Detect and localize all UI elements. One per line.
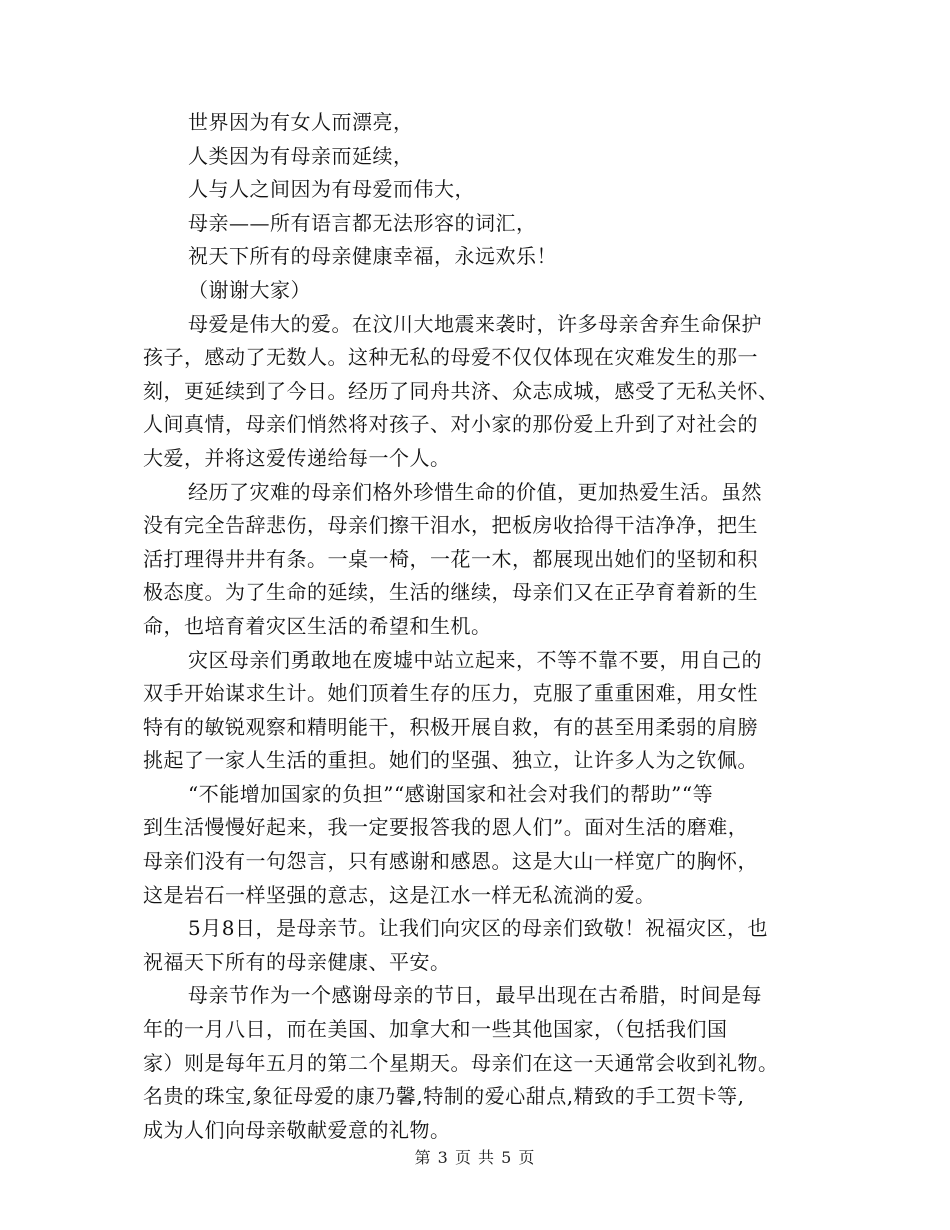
paragraph-line: 灾区母亲们勇敢地在废墟中站立起来，不等不靠不要，用自己的 bbox=[188, 647, 762, 672]
poem-line: 世界因为有女人而漂亮， bbox=[188, 110, 414, 134]
paragraph-line: 命，也培育着灾区生活的希望和生机。 bbox=[143, 613, 492, 638]
paragraph bbox=[143, 308, 808, 476]
paragraph-line: 大爱，并将这爱传递给每一个人。 bbox=[143, 445, 451, 470]
paragraph-line: 5月8日，是母亲节。让我们向灾区的母亲们致敬！祝福灾区，也 bbox=[188, 916, 768, 941]
paragraph bbox=[143, 476, 808, 644]
poem-line: 祝天下所有的母亲健康幸福，永远欢乐！ bbox=[188, 244, 557, 269]
paragraph-line: 没有完全告辞悲伤，母亲们擦干泪水，把板房收拾得干洁净净，把生 bbox=[143, 513, 758, 538]
paragraph bbox=[143, 778, 808, 912]
paragraph-line: 母亲节作为一个感谢母亲的节日，最早出现在古希腊，时间是每 bbox=[188, 983, 762, 1008]
paragraph-line: 挑起了一家人生活的重担。她们的坚强、独立，让许多人为之钦佩。 bbox=[143, 748, 758, 773]
paragraph-line: 母爱是伟大的爱。在汶川大地震来袭时，许多母亲舍弃生命保护 bbox=[188, 311, 762, 336]
paragraph bbox=[143, 644, 808, 778]
paragraph-line: 刻，更延续到了今日。经历了同舟共济、众志成城，感受了无私关怀、 bbox=[143, 378, 779, 403]
page-number-footer: 第 3 页 共 5 页 bbox=[414, 1148, 536, 1167]
paragraph-line: 名贵的珠宝,象征母爱的康乃馨,特制的爱心甜点,精致的手工贺卡等, bbox=[143, 1084, 745, 1109]
poem-line: 母亲——所有语言都无法形容的词汇， bbox=[188, 210, 537, 235]
paragraph-line: 祝福天下所有的母亲健康、平安。 bbox=[143, 949, 451, 974]
paragraph-line: 人间真情，母亲们悄然将对孩子、对小家的那份爱上升到了对社会的 bbox=[143, 412, 758, 437]
paragraph-line: 极态度。为了生命的延续，生活的继续，母亲们又在正孕育着新的生 bbox=[143, 580, 758, 605]
poem-block bbox=[143, 106, 808, 308]
poem-line: （谢谢大家） bbox=[188, 277, 311, 302]
paragraph bbox=[143, 979, 808, 1147]
document-body bbox=[143, 106, 808, 1147]
paragraph-line: 双手开始谋求生计。她们顶着生存的压力，克服了重重困难，用女性 bbox=[143, 681, 758, 706]
paragraph-line: 活打理得井井有条。一桌一椅，一花一木，都展现出她们的坚韧和积 bbox=[143, 546, 758, 571]
paragraph-line: 母亲们没有一句怨言，只有感谢和感恩。这是大山一样宽广的胸怀， bbox=[143, 849, 758, 874]
paragraph-line: 年的一月八日，而在美国、加拿大和一些其他国家，（包括我们国 bbox=[143, 1017, 728, 1042]
paragraph-line: 孩子，感动了无数人。这种无私的母爱不仅仅体现在灾难发生的那一 bbox=[143, 345, 758, 370]
poem-line: 人与人之间因为有母爱而伟大， bbox=[188, 177, 475, 202]
paragraph-line: “不能增加国家的负担”“感谢国家和社会对我们的帮助”“等 bbox=[188, 781, 714, 806]
paragraph-line: 家）则是每年五月的第二个星期天。母亲们在这一天通常会收到礼物。 bbox=[143, 1050, 779, 1075]
paragraph-line: 特有的敏锐观察和精明能干，积极开展自救，有的甚至用柔弱的肩膀 bbox=[143, 714, 758, 739]
poem-line: 人类因为有母亲而延续， bbox=[188, 143, 414, 168]
paragraph-line: 成为人们向母亲敬献爱意的礼物。 bbox=[143, 1117, 451, 1142]
paragraph-line: 经历了灾难的母亲们格外珍惜生命的价值，更加热爱生活。虽然 bbox=[188, 479, 762, 504]
paragraph-line: 到生活慢慢好起来，我一定要报答我的恩人们”。面对生活的磨难， bbox=[143, 815, 749, 840]
paragraph bbox=[143, 912, 808, 979]
paragraph-line: 这是岩石一样坚强的意志，这是江水一样无私流淌的爱。 bbox=[143, 882, 656, 907]
